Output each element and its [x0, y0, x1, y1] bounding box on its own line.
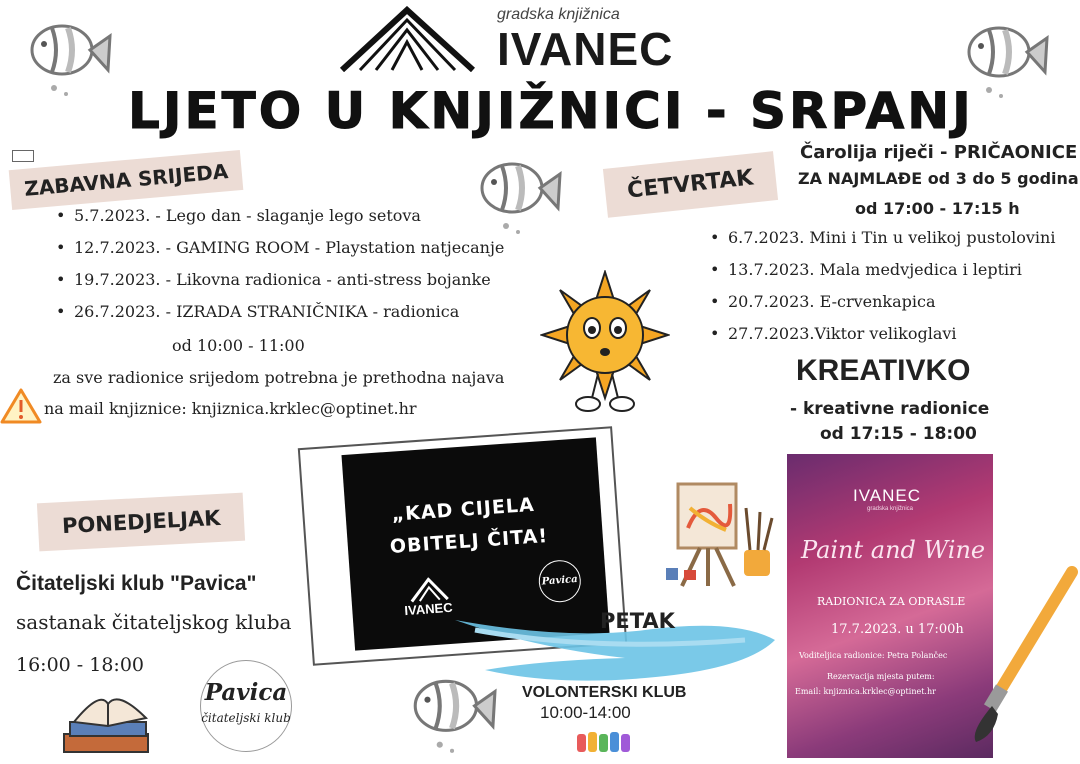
poster-leader: Voditeljica radionice: Petra Polančec [799, 651, 948, 660]
library-name: IVANEC [497, 23, 674, 75]
painting-easel-icon [660, 478, 778, 588]
fish-doodle-icon [958, 16, 1050, 102]
list-item: • 13.7.2023. Mala medvjedica i leptiri [710, 254, 1055, 286]
poster-email: Email: knjiznica.krklec@optinet.hr [795, 687, 936, 696]
pavica-logo-name: Pavica [204, 679, 288, 706]
poster-library-sub: gradska knjižnica [867, 506, 914, 512]
tag-wednesday: ZABAVNA SRIJEDA [9, 150, 244, 210]
kreativko-subtitle: - kreativne radionice [790, 399, 990, 419]
fish-doodle-icon [22, 14, 112, 100]
wednesday-note: za sve radionice srijedom potrebna je prethodna najava [53, 368, 505, 387]
wednesday-time: od 10:00 - 11:00 [172, 336, 305, 355]
list-item: • 20.7.2023. E-crvenkapica [710, 286, 1055, 318]
friday-club-name: VOLONTERSKI KLUB [522, 684, 687, 701]
tag-friday: PETAK [600, 609, 675, 633]
monday-club: Čitateljski klub "Pavica" [16, 572, 257, 595]
wednesday-email-note: na mail knjiznice: knjiznica.krklec@optinet.hr [44, 399, 417, 418]
warning-icon [0, 387, 42, 425]
poster-reservation: Rezervacija mjesta putem: [827, 672, 935, 681]
sun-character-icon [540, 270, 670, 420]
list-item: • 5.7.2023. - Lego dan - slaganje lego setova [56, 200, 504, 232]
board-line2: OBITELJ ČITA! [389, 524, 549, 558]
library-roof-logo-icon [408, 576, 450, 603]
poster-workshop: RADIONICA ZA ODRASLE [817, 595, 966, 608]
board-seal: Pavica [537, 559, 582, 604]
paintbrush-icon [962, 566, 1080, 746]
thursday-age: ZA NAJMLAĐE od 3 do 5 godina [798, 169, 1079, 188]
thursday-time: od 17:00 - 17:15 h [855, 199, 1020, 218]
page-title: LJETO U KNJIŽNICI - SRPANJ [128, 82, 974, 140]
poster-title: Paint and Wine [801, 536, 986, 564]
tag-monday: PONEDJELJAK [37, 493, 246, 552]
list-item: • 27.7.2023.Viktor velikoglavi [710, 318, 1055, 350]
monday-desc: sastanak čitateljskog kluba [16, 610, 292, 634]
poster-date: 17.7.2023. u 17:00h [831, 622, 964, 637]
checkbox-outline [12, 150, 34, 162]
books-icon [60, 686, 156, 756]
hands-icon [575, 730, 631, 754]
friday-time: 10:00-14:00 [540, 703, 631, 722]
library-subtitle: gradska knjižnica [497, 6, 620, 23]
kreativko-time: od 17:15 - 18:00 [820, 424, 977, 444]
kreativko-title: KREATIVKO [796, 354, 971, 387]
list-item: • 19.7.2023. - Likovna radionica - anti-stress bojanke [56, 264, 504, 296]
board-logo-text: IVANEC [403, 599, 454, 619]
list-item: • 12.7.2023. - GAMING ROOM - Playstation natjecanje [56, 232, 504, 264]
list-item: • 6.7.2023. Mini i Tin u velikoj pustolovini [710, 222, 1055, 254]
library-roof-logo-icon [340, 6, 475, 72]
tag-thursday: ČETVRTAK [603, 151, 778, 218]
monday-time: 16:00 - 18:00 [16, 654, 145, 676]
pavica-logo-sub: čitateljski klub [201, 711, 291, 725]
thursday-heading: Čarolija riječi - PRIČAONICE [800, 142, 1078, 163]
pavica-club-logo [200, 660, 292, 752]
board-line1: „KAD CIJELA [390, 493, 536, 526]
wednesday-list [56, 200, 504, 328]
list-item: • 26.7.2023. - IZRADA STRANIČNIKA - radionica [56, 296, 504, 328]
thursday-list [710, 222, 1055, 350]
poster-library-name: IVANEC [853, 486, 922, 505]
